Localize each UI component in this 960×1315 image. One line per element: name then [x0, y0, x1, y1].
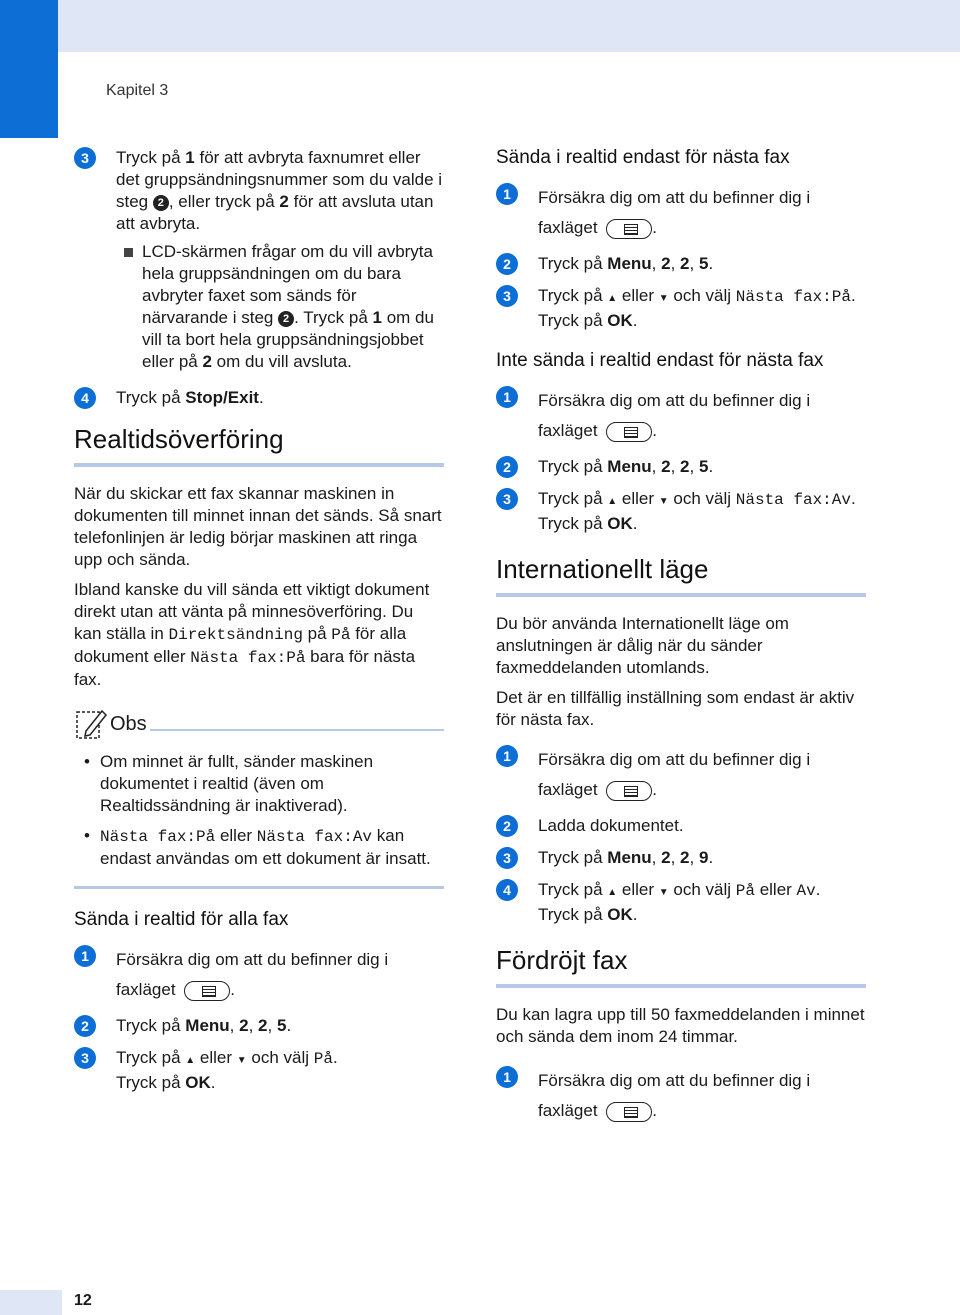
- chapter-tab: [0, 0, 58, 138]
- section-title: Internationellt läge: [496, 553, 866, 597]
- step-text: och välj: [246, 1048, 314, 1067]
- step-text: Tryck på: [538, 848, 608, 867]
- step-text: Ladda dokumentet.: [538, 816, 684, 835]
- step-text: för att avbryta faxnumret eller det gruppsändningsnummer som du valde i steg: [116, 148, 443, 211]
- key-1: 1: [185, 148, 195, 167]
- step-text: .: [652, 1101, 658, 1120]
- step-text: Tryck på: [538, 311, 608, 330]
- step-text: Tryck på: [538, 254, 608, 273]
- step-text: .: [708, 254, 714, 273]
- note-pencil-icon: [74, 707, 108, 741]
- section-title: Fördröjt fax: [496, 944, 866, 988]
- step-text: Tryck på: [116, 1016, 186, 1035]
- fax-mode-icon: [606, 219, 652, 239]
- step-number: 2: [496, 815, 518, 837]
- step-3: [496, 488, 866, 535]
- header-band: [0, 0, 960, 52]
- step-number: 3: [496, 488, 518, 510]
- up-arrow-icon: [607, 489, 617, 508]
- step-text: Tryck på: [538, 514, 608, 533]
- bullet-item: [116, 241, 444, 373]
- step-number: 1: [496, 745, 518, 767]
- step-text: .: [652, 421, 658, 440]
- paragraph: Du kan lagra upp till 50 faxmeddelanden i minnet och sända dem inom 24 timmar.: [496, 1005, 865, 1046]
- separator: ,: [229, 1016, 240, 1035]
- menu-key: Menu: [607, 254, 652, 273]
- paragraph: Du bör använda Internationellt läge om anslutningen är dålig när du sänder faxmeddelanden utomlands.: [496, 614, 789, 677]
- key: 2: [680, 254, 690, 273]
- paragraph: [74, 579, 444, 691]
- key: 2: [661, 254, 671, 273]
- step-text: och välj: [668, 286, 736, 305]
- key: 2: [661, 848, 671, 867]
- step-text: eller: [617, 880, 659, 899]
- step-text: .: [286, 1016, 292, 1035]
- key-2: 2: [279, 192, 289, 211]
- note-item: • Om minnet är fullt, sänder maskinen dokumentet i realtid (även om Realtidssändning är inaktiverad).: [74, 751, 444, 817]
- paragraph: Det är en tillfällig inställning som endast är aktiv för nästa fax.: [496, 688, 855, 729]
- step-text: .: [632, 514, 638, 533]
- note-text: eller: [215, 826, 257, 845]
- step-number: 2: [74, 1015, 96, 1037]
- step-text: Tryck på: [538, 880, 608, 899]
- chapter-label: Kapitel 3: [106, 82, 169, 99]
- note-title: Obs: [110, 713, 147, 735]
- step-number: 1: [496, 386, 518, 408]
- step-text: Tryck på: [538, 457, 608, 476]
- step-text: och välj: [668, 880, 736, 899]
- separator: ,: [651, 848, 662, 867]
- subsection-title: Sända i realtid för alla fax: [74, 909, 289, 930]
- step-number: 1: [496, 183, 518, 205]
- bullet-text: . Tryck på: [294, 308, 373, 327]
- step-number: 4: [496, 879, 518, 901]
- key-2: 2: [202, 352, 212, 371]
- lcd-text: Direktsändning: [168, 626, 303, 644]
- step-text: .: [632, 905, 638, 924]
- menu-key: Menu: [607, 457, 652, 476]
- lcd-text: Nästa fax:Av: [256, 828, 373, 846]
- left-column: [74, 147, 444, 1104]
- down-arrow-icon: [237, 1048, 247, 1067]
- lcd-text: På: [313, 1050, 333, 1068]
- step-text: .: [210, 1073, 216, 1092]
- stop-exit-key: Stop/Exit: [185, 388, 259, 407]
- ok-key: OK: [607, 514, 633, 533]
- key: 5: [698, 254, 709, 273]
- separator: ,: [651, 457, 662, 476]
- subsection-title: Sända i realtid endast för nästa fax: [496, 147, 790, 168]
- para-text: för alla dokument eller: [74, 624, 407, 666]
- fax-mode-icon: [184, 981, 230, 1001]
- para-text: bara för nästa fax.: [74, 647, 416, 689]
- note-text: kan endast användas om ett dokument är insatt.: [100, 826, 431, 868]
- key: 9: [698, 848, 709, 867]
- bullet-text: LCD-skärmen frågar om du vill avbryta hela gruppsändningen om du bara avbryter faxet som sänds för närvarande i steg: [142, 242, 433, 327]
- step-2: [496, 815, 866, 837]
- key: 2: [680, 457, 690, 476]
- para-text: på: [302, 624, 332, 643]
- section-title: Realtidsöverföring: [74, 423, 444, 467]
- lcd-text: På: [331, 626, 351, 644]
- step-text: .: [850, 286, 856, 305]
- step-text: Tryck på: [538, 286, 608, 305]
- step-1: [496, 1066, 866, 1126]
- note-item: [74, 825, 444, 870]
- bullet-text: om du vill avsluta.: [211, 352, 352, 371]
- up-arrow-icon: [607, 880, 617, 899]
- separator: ,: [248, 1016, 259, 1035]
- step-text: eller: [195, 1048, 237, 1067]
- step-text: Försäkra dig om att du befinner dig i faxläget: [538, 1071, 811, 1120]
- note-end-divider: [74, 886, 444, 889]
- subsection-title: Inte sända i realtid endast för nästa fax: [496, 350, 824, 371]
- step-text: Försäkra dig om att du befinner dig i faxläget: [116, 950, 389, 999]
- step-text: .: [850, 489, 856, 508]
- step-number: 3: [74, 147, 96, 169]
- lcd-text: På: [735, 882, 755, 900]
- step-text: .: [708, 457, 714, 476]
- step-3: [496, 285, 866, 332]
- separator: ,: [670, 254, 681, 273]
- menu-key: Menu: [185, 1016, 230, 1035]
- step-4: [496, 879, 866, 926]
- ok-key: OK: [607, 311, 633, 330]
- paragraph: När du skickar ett fax skannar maskinen in dokumenten till minnet innan det sänds. Så snart telefonlinjen är ledig börjar maskinen att ringa upp och sända.: [74, 484, 442, 569]
- step-ref-2: 2: [153, 195, 169, 211]
- step-text: .: [652, 780, 658, 799]
- step-number: 3: [496, 285, 518, 307]
- fax-mode-icon: [606, 422, 652, 442]
- step-4: [74, 387, 444, 409]
- step-3: [496, 847, 866, 869]
- step-text: Tryck på: [538, 489, 608, 508]
- step-text: Tryck på: [116, 388, 186, 407]
- separator: ,: [689, 254, 699, 273]
- lcd-text: Nästa fax:På: [190, 649, 306, 667]
- step-text: för att avsluta utan att avbryta.: [116, 192, 434, 233]
- fax-mode-icon: [606, 781, 652, 801]
- step-2: [74, 1015, 444, 1037]
- step-text: Tryck på: [538, 905, 608, 924]
- step-number: 2: [496, 253, 518, 275]
- down-arrow-icon: [659, 880, 669, 899]
- step-text: Tryck på: [116, 148, 186, 167]
- down-arrow-icon: [659, 489, 669, 508]
- step-text: Försäkra dig om att du befinner dig i faxläget: [538, 391, 811, 440]
- key: 5: [276, 1016, 287, 1035]
- key: 5: [698, 457, 709, 476]
- up-arrow-icon: [607, 286, 617, 305]
- step-number: 3: [74, 1047, 96, 1069]
- step-text: Försäkra dig om att du befinner dig i faxläget: [538, 188, 811, 237]
- key-1: 1: [372, 308, 382, 327]
- page-number: 12: [74, 1292, 92, 1309]
- step-text: och välj: [668, 489, 736, 508]
- key: 2: [661, 457, 671, 476]
- step-text: eller: [617, 489, 659, 508]
- step-number: 2: [496, 456, 518, 478]
- page-number-tab: [0, 1290, 62, 1315]
- step-3: [74, 147, 444, 373]
- right-column: [496, 147, 866, 1136]
- ok-key: OK: [607, 905, 633, 924]
- step-1: [496, 745, 866, 805]
- fax-mode-icon: [606, 1102, 652, 1122]
- step-text: .: [652, 218, 658, 237]
- step-text: Tryck på: [116, 1048, 186, 1067]
- step-text: , eller tryck på: [168, 192, 280, 211]
- note-header: [74, 707, 444, 743]
- step-text: eller: [754, 880, 797, 899]
- step-2: [496, 253, 866, 275]
- key: 2: [258, 1016, 268, 1035]
- key: 2: [239, 1016, 249, 1035]
- bullet-text: om du vill ta bort hela gruppsändningsjobbet eller på: [142, 308, 434, 371]
- lcd-text: Nästa fax:Av: [735, 491, 851, 509]
- step-text: .: [230, 980, 236, 999]
- lcd-text: Nästa fax:På: [735, 288, 851, 306]
- separator: ,: [651, 254, 662, 273]
- step-number: 4: [74, 387, 96, 409]
- lcd-text: Av: [796, 882, 816, 900]
- step-text: .: [815, 880, 821, 899]
- step-text: .: [332, 1048, 338, 1067]
- step-number: 1: [496, 1066, 518, 1088]
- step-number: 1: [74, 945, 96, 967]
- step-3: [74, 1047, 444, 1094]
- step-ref-2: 2: [278, 311, 294, 327]
- down-arrow-icon: [659, 286, 669, 305]
- note-divider: [150, 729, 444, 731]
- separator: ,: [689, 457, 699, 476]
- step-text: .: [258, 388, 264, 407]
- menu-key: Menu: [607, 848, 652, 867]
- lcd-text: Nästa fax:På: [100, 828, 216, 846]
- step-text: .: [632, 311, 638, 330]
- step-text: .: [708, 848, 714, 867]
- step-text: Försäkra dig om att du befinner dig i faxläget: [538, 750, 811, 799]
- step-number: 3: [496, 847, 518, 869]
- ok-key: OK: [185, 1073, 211, 1092]
- step-1: [496, 386, 866, 446]
- key: 2: [680, 848, 690, 867]
- step-text: Tryck på: [116, 1073, 186, 1092]
- step-2: [496, 456, 866, 478]
- step-1: [74, 945, 444, 1005]
- up-arrow-icon: [185, 1048, 195, 1067]
- para-text: Ibland kanske du vill sända ett viktigt dokument direkt utan att vänta på minnesöverföring. Du kan ställa in: [74, 580, 430, 643]
- separator: ,: [670, 848, 681, 867]
- step-1: [496, 183, 866, 243]
- step-text: eller: [617, 286, 659, 305]
- separator: ,: [689, 848, 699, 867]
- separator: ,: [267, 1016, 277, 1035]
- separator: ,: [670, 457, 681, 476]
